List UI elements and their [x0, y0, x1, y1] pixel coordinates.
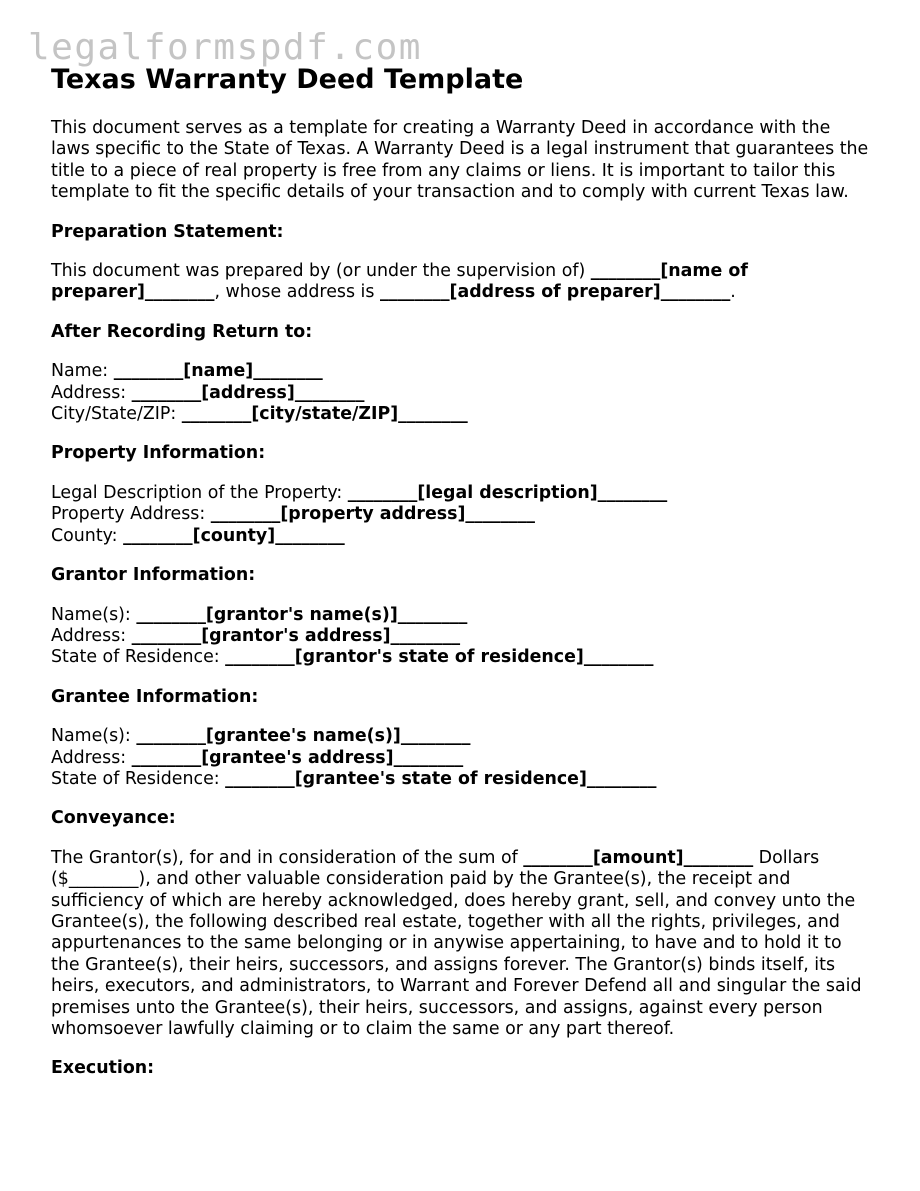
preparation-heading: Preparation Statement: [51, 221, 284, 242]
intro-paragraph: This document serves as a template for creating a Warranty Deed in accordance with the laws specific to the State of Texas. A Warranty Deed is a legal instrument that guarantees the title to a piece of real property is free from any claims or liens. It is important to tailor this template to fit the specific details of your transaction and to comply with current Texas law. [51, 118, 869, 203]
property-address-field: ________[property address]________ [210, 504, 535, 525]
property-county-line [51, 526, 871, 547]
return-address-label: Address: [51, 382, 132, 403]
grantee-address-field: ________[grantee's address]________ [131, 747, 464, 768]
return-city-field: ________[city/state/ZIP]________ [181, 404, 468, 425]
property-address-line [51, 504, 871, 525]
grantee-heading: Grantee Information: [51, 686, 259, 707]
document-title: Texas Warranty Deed Template [51, 64, 524, 95]
grantee-block [51, 726, 871, 790]
grantor-state-label: State of Residence: [51, 647, 226, 668]
conveyance-text-b: Dollars ($________), and other valuable consideration paid by the Grantee(s), the receipt and sufficiency of which are hereby acknowledged, does hereby grant, sell, and convey unto the Grantee(s), the following described real estate, together with all the rights, privileges, and appurtenances to the same belonging or in anywise appertaining, to have and to hold it to the Grantee(s), their heirs, successors, and assigns forever. The Grantor(s) binds itself, its heirs, executors, and administrators, to Warrant and Forever Defend all and singular the said premises unto the Grantee(s), their heirs, successors, and assigns, against every person whomsoever lawfully claiming or to claim the same or any part thereof. [51, 847, 862, 1039]
property-heading: Property Information: [51, 443, 266, 464]
grantee-address-label: Address: [51, 747, 132, 768]
preparation-text-a: This document was prepared by (or under the supervision of) [51, 261, 591, 282]
return-address-line [51, 383, 871, 404]
preparation-text-b: , whose address is [214, 282, 380, 303]
property-county-label: County: [51, 525, 124, 546]
watermark-logo: legalformspdf.com [28, 27, 422, 68]
grantee-name-line [51, 726, 871, 747]
conveyance-heading: Conveyance: [51, 808, 176, 829]
grantor-state-field: ________[grantor's state of residence]________ [225, 647, 654, 668]
grantor-address-field: ________[grantor's address]________ [131, 625, 461, 646]
grantee-state-label: State of Residence: [51, 768, 226, 789]
grantor-block [51, 605, 871, 669]
grantor-address-line [51, 626, 871, 647]
execution-heading: Execution: [51, 1058, 155, 1079]
return-city-line [51, 404, 871, 425]
return-name-label: Name: [51, 361, 114, 382]
grantor-name-field: ________[grantor's name(s)]________ [136, 604, 468, 625]
return-name-field: ________[name]________ [113, 361, 323, 382]
grantor-address-label: Address: [51, 625, 132, 646]
grantee-state-field: ________[grantee's state of residence]________ [225, 768, 657, 789]
conveyance-paragraph [51, 848, 871, 1041]
return-name-line [51, 361, 871, 382]
conveyance-text-a: The Grantor(s), for and in consideration of the sum of [51, 847, 524, 868]
grantee-name-field: ________[grantee's name(s)]________ [136, 726, 471, 747]
grantor-name-line [51, 605, 871, 626]
preparer-name-field: ________[name of preparer]________ [51, 261, 748, 303]
property-legal-line [51, 483, 871, 504]
conveyance-amount-field: ________[amount]________ [523, 847, 754, 868]
property-block [51, 483, 871, 547]
property-county-field: ________[county]________ [123, 525, 345, 546]
grantor-state-line [51, 647, 871, 668]
property-address-label: Property Address: [51, 504, 211, 525]
property-legal-field: ________[legal description]________ [347, 482, 668, 503]
preparer-address-field: ________[address of preparer]________ [379, 282, 731, 303]
return-city-label: City/State/ZIP: [51, 404, 182, 425]
grantor-name-label: Name(s): [51, 604, 137, 625]
document-page [51, 64, 871, 1080]
return-to-heading: After Recording Return to: [51, 321, 313, 342]
grantor-heading: Grantor Information: [51, 565, 256, 586]
return-address-field: ________[address]________ [131, 382, 365, 403]
grantee-state-line [51, 769, 871, 790]
return-to-block [51, 361, 871, 425]
preparation-paragraph [51, 261, 871, 304]
grantee-address-line [51, 748, 871, 769]
preparation-text-c: . [730, 282, 736, 303]
grantee-name-label: Name(s): [51, 726, 137, 747]
property-legal-label: Legal Description of the Property: [51, 482, 348, 503]
